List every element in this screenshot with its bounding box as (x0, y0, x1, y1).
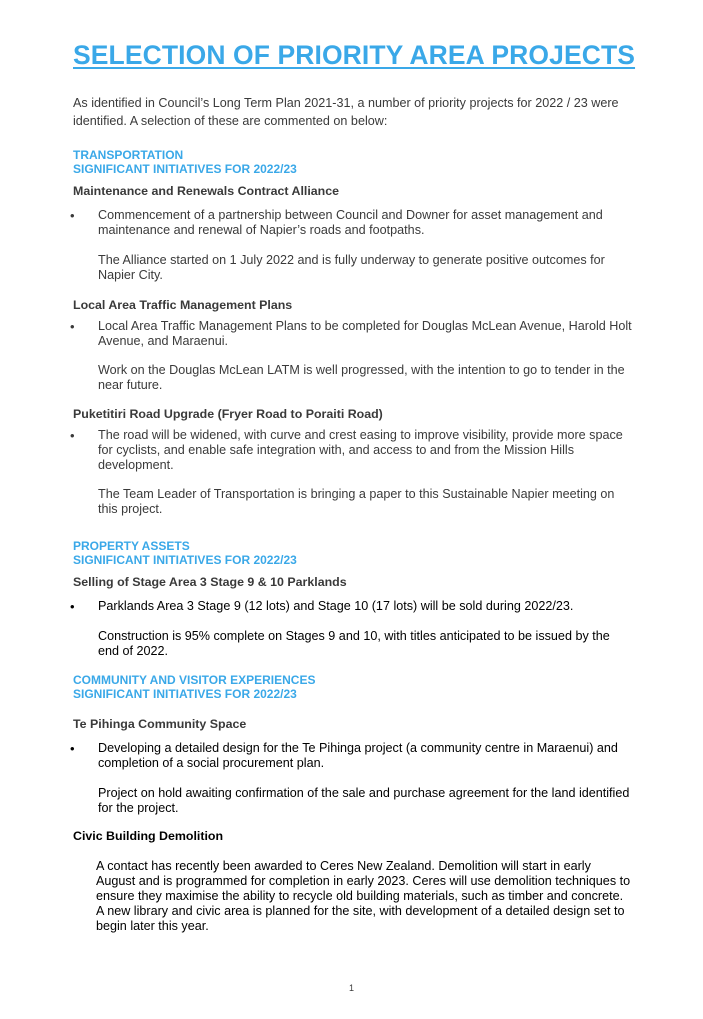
bullet-icon: • (70, 319, 75, 334)
community-subheading: SIGNIFICANT INITIATIVES FOR 2022/23 (73, 687, 297, 701)
bullet-icon: • (70, 599, 75, 614)
intro-paragraph: As identified in Council’s Long Term Plan 2021-31, a number of priority projects for 2022 / 23 were identified. A selection of these are commented on below: (73, 96, 619, 128)
bullet-icon: • (70, 741, 75, 756)
page-number: 1 (348, 983, 354, 993)
community-item1-title: Te Pihinga Community Space (73, 717, 247, 731)
transport-item2-note: Work on the Douglas McLean LATM is well progressed, with the intention to go to tender in the near future. (98, 363, 625, 392)
community-heading: COMMUNITY AND VISITOR EXPERIENCES (73, 673, 316, 687)
page-title: SELECTION OF PRIORITY AREA PROJECTS (73, 40, 636, 70)
transport-heading: TRANSPORTATION (73, 148, 184, 162)
community-item1-note: Project on hold awaiting confirmation of the sale and purchase agreement for the land identified for the project. (98, 786, 630, 815)
community-section-heading (73, 673, 315, 701)
property-heading: PROPERTY ASSETS (73, 539, 190, 553)
property-item1-bullet: Parklands Area 3 Stage 9 (12 lots) and Stage 10 (17 lots) will be sold during 2022/23. (98, 599, 574, 613)
transport-subheading: SIGNIFICANT INITIATIVES FOR 2022/23 (73, 162, 297, 176)
transport-item1-note: The Alliance started on 1 July 2022 and is fully underway to generate positive outcomes for Napier City. (98, 253, 605, 282)
community-item1-bullet: Developing a detailed design for the Te Pihinga project (a community centre in Maraenui) and completion of a social procurement plan. (98, 741, 618, 770)
transport-item3-title: Puketitiri Road Upgrade (Fryer Road to Poraiti Road) (73, 407, 383, 421)
property-section-heading (73, 539, 297, 567)
transport-item3-bullet: The road will be widened, with curve and crest easing to improve visibility, provide more space for cyclists, and enable safe integration with, and access to and from the Mission Hills development. (98, 428, 623, 472)
transport-item1-bullet: Commencement of a partnership between Council and Downer for asset management and maintenance and renewal of Napier’s roads and footpaths. (98, 208, 603, 237)
bullet-icon: • (70, 208, 75, 223)
transport-item1-title: Maintenance and Renewals Contract Alliance (73, 184, 340, 198)
transport-section-heading (73, 148, 297, 176)
property-item1-note: Construction is 95% complete on Stages 9 and 10, with titles anticipated to be issued by the end of 2022. (98, 629, 610, 658)
transport-item3-note: The Team Leader of Transportation is bringing a paper to this Sustainable Napier meeting on this project. (98, 487, 615, 516)
transport-item2-bullet: Local Area Traffic Management Plans to be completed for Douglas McLean Avenue, Harold Holt Avenue, and Maraenui. (98, 319, 632, 348)
bullet-icon: • (70, 428, 75, 443)
community-item2-note: A contact has recently been awarded to Ceres New Zealand. Demolition will start in early August and is programmed for completion in early 2023. Ceres will use demolition techniques to ensure they maximise the ability to recycle old building materials, such as timber and concrete. A new library and civic area is planned for the site, with development of a detailed design set to begin later this year. (96, 859, 631, 933)
property-item1-title: Selling of Stage Area 3 Stage 9 & 10 Parklands (73, 575, 347, 589)
community-item2-title: Civic Building Demolition (73, 829, 224, 843)
transport-item2-title: Local Area Traffic Management Plans (73, 298, 293, 312)
property-subheading: SIGNIFICANT INITIATIVES FOR 2022/23 (73, 553, 297, 567)
